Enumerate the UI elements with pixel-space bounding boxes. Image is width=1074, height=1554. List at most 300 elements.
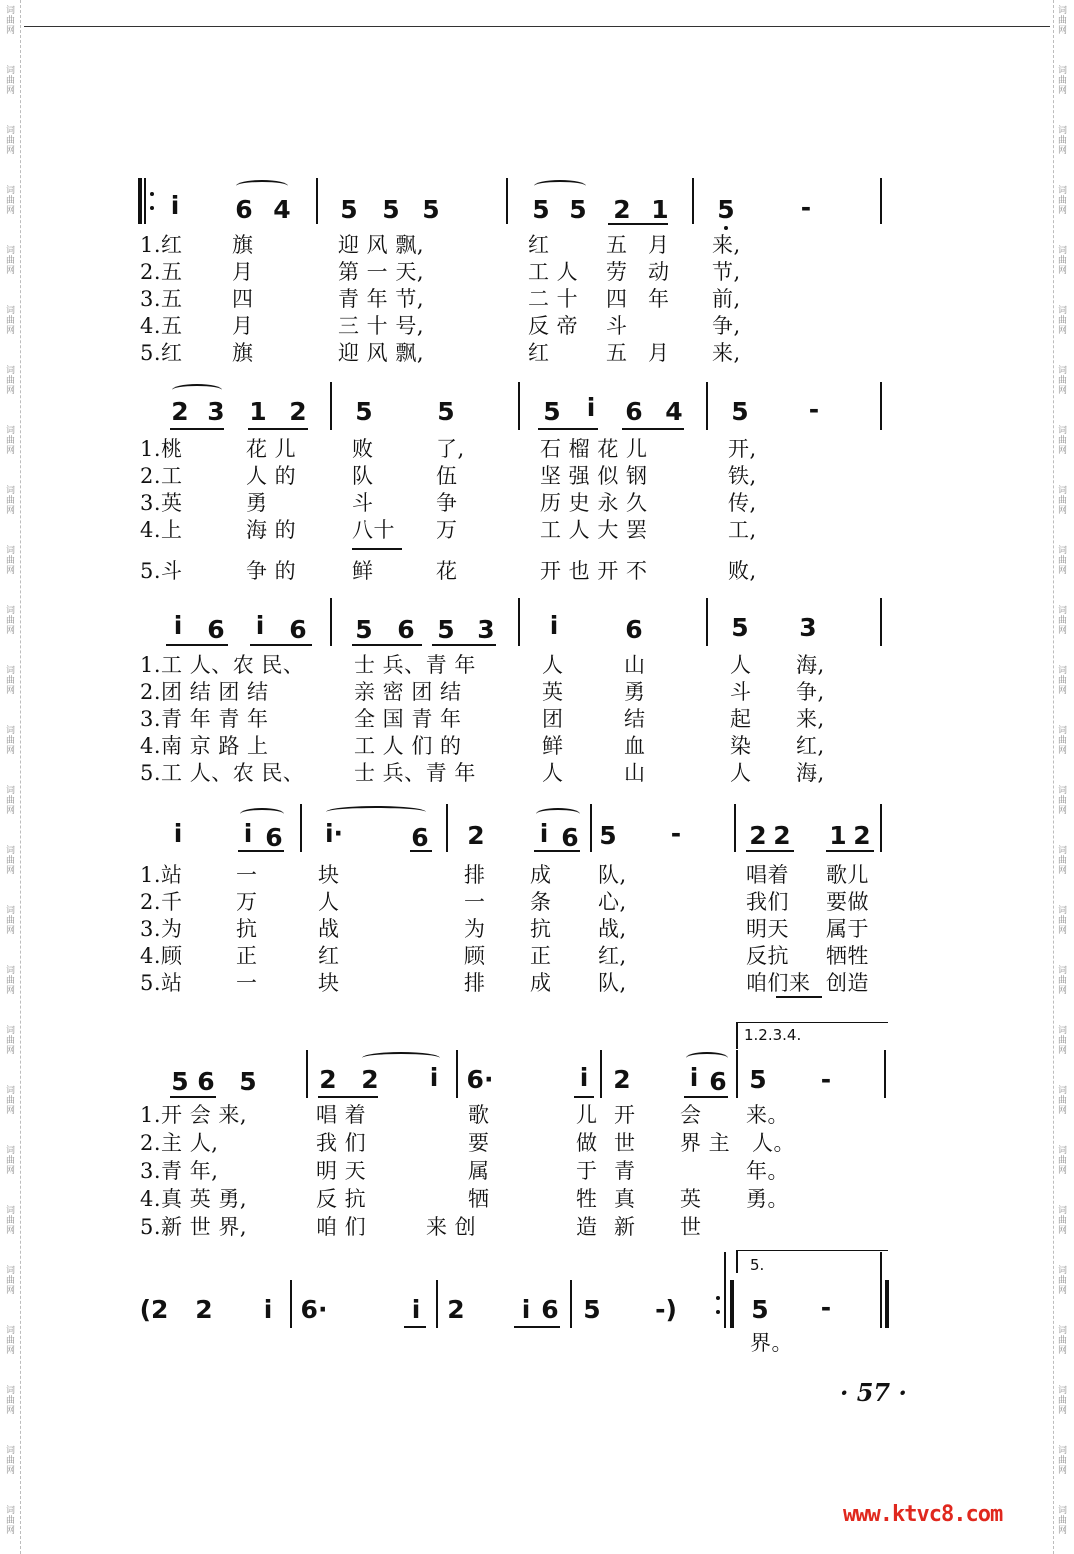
- lyric-verse-4: 4.上: [140, 518, 183, 542]
- lyric: 争 的: [246, 559, 297, 583]
- lyric: 一: [236, 863, 258, 887]
- lyric: 斗: [352, 491, 374, 515]
- lyric: 月: [232, 314, 254, 338]
- note: 5: [171, 1067, 189, 1096]
- watermark-text: 词曲网: [5, 786, 15, 816]
- lyric: 万: [436, 518, 458, 542]
- watermark-text: 词曲网: [1057, 1206, 1067, 1236]
- lyric: 排: [464, 863, 486, 887]
- watermark-text: 词曲网: [1057, 1146, 1067, 1176]
- beam-underline: [514, 1326, 560, 1328]
- watermark-text: 词曲网: [5, 6, 15, 36]
- lyric: 顾: [464, 944, 486, 968]
- lyric: 铁,: [728, 464, 757, 488]
- page-top-rule: [24, 26, 1050, 27]
- lyric-verse-1: 1.工 人、农 民、: [140, 653, 305, 677]
- beam-underline: [170, 1096, 216, 1098]
- note: 6: [289, 615, 307, 644]
- beam-underline: [538, 428, 598, 430]
- note: 2: [319, 1065, 337, 1094]
- lyric: 劳: [606, 260, 628, 284]
- watermark-text: 词曲网: [5, 1026, 15, 1056]
- note: 2: [447, 1295, 465, 1324]
- note: 6: [561, 823, 579, 852]
- lyric-verse-4: 4.南 京 路 上: [140, 734, 269, 758]
- lyric: 工 人: [528, 260, 579, 284]
- lyric-verse-1: 1.站: [140, 863, 183, 887]
- lyric: 节,: [712, 260, 741, 284]
- watermark-text: 词曲网: [1057, 1386, 1067, 1416]
- note: 5: [422, 195, 440, 224]
- note: 6: [235, 195, 253, 224]
- barline: [706, 382, 708, 430]
- beam-underline: [826, 850, 874, 852]
- lyric: 歌儿: [826, 863, 869, 887]
- note: 5: [239, 1067, 257, 1096]
- lyric: 战: [318, 917, 340, 941]
- barline: [290, 1280, 292, 1328]
- note: -: [808, 395, 820, 424]
- beam-underline: [166, 644, 228, 646]
- lyric: 人: [542, 653, 564, 677]
- barline: [518, 382, 520, 430]
- lyric: 块: [318, 863, 340, 887]
- lyric: 了,: [436, 437, 465, 461]
- note: 5: [437, 615, 455, 644]
- barline: [316, 178, 318, 224]
- lyric-verse-3: 3.青 年,: [140, 1159, 219, 1183]
- note: 6·: [466, 1065, 494, 1094]
- lyric: 亲 密 团 结: [354, 680, 462, 704]
- lyric-verse-5: 5.新 世 界,: [140, 1215, 248, 1239]
- lyric: 花 儿: [246, 437, 297, 461]
- note: 2: [853, 821, 871, 850]
- lyric: 为: [464, 917, 486, 941]
- note: 5: [731, 613, 749, 642]
- lyric: 人: [318, 890, 340, 914]
- lyric: 造: [576, 1215, 598, 1239]
- lyric: 八十: [352, 518, 395, 542]
- lyric: 人: [542, 761, 564, 785]
- lyric: 青: [614, 1159, 636, 1183]
- barline: [456, 1050, 458, 1098]
- beam-underline: [170, 428, 224, 430]
- lyric: 传,: [728, 491, 757, 515]
- lyric: 海 的: [246, 518, 297, 542]
- lyric: 来。: [746, 1103, 789, 1127]
- lyric: 团: [542, 707, 564, 731]
- barline: [880, 804, 882, 852]
- lyric: 五: [606, 233, 628, 257]
- lyric: 勇。: [746, 1187, 789, 1211]
- note: 5: [751, 1295, 769, 1324]
- barline: [330, 382, 332, 430]
- lyric: 排: [464, 971, 486, 995]
- watermark-text: 词曲网: [1057, 66, 1067, 96]
- note: 5: [599, 821, 617, 850]
- lyric-verse-2: 2.主 人,: [140, 1131, 219, 1155]
- note: -: [820, 1065, 832, 1094]
- lyric-underline: [352, 548, 402, 550]
- lyric-verse-2: 2.五: [140, 260, 183, 284]
- note: -: [820, 1293, 832, 1322]
- lyric: 成: [530, 863, 552, 887]
- lyric: 来 创: [426, 1215, 477, 1239]
- lyric-verse-3: 3.五: [140, 287, 183, 311]
- lyric: 抗: [530, 917, 552, 941]
- note: -: [800, 193, 812, 222]
- note: 5: [583, 1295, 601, 1324]
- repeat-dot: [150, 206, 154, 210]
- watermark-text: 词曲网: [1057, 486, 1067, 516]
- lyric-verse-5: 5.斗: [140, 559, 183, 583]
- lyric: 一: [464, 890, 486, 914]
- note: i: [411, 1295, 421, 1324]
- lyric: 心,: [598, 890, 627, 914]
- note: 5: [749, 1065, 767, 1094]
- watermark-text: 词曲网: [1057, 846, 1067, 876]
- watermark-text: 词曲网: [1057, 1086, 1067, 1116]
- repeat-start-barline: [138, 178, 142, 224]
- note: 5: [437, 397, 455, 426]
- lyric: 鲜: [352, 559, 374, 583]
- lyric: 血: [624, 734, 646, 758]
- watermark-text: 词曲网: [1057, 6, 1067, 36]
- watermark-text: 词曲网: [1057, 1026, 1067, 1056]
- lyric: 红: [528, 341, 550, 365]
- left-watermark-strip: [2, 0, 21, 1554]
- lyric: 花: [436, 559, 458, 583]
- lyric: 会: [680, 1103, 702, 1127]
- note: 5: [731, 397, 749, 426]
- watermark-text: 词曲网: [5, 1206, 15, 1236]
- lyric: 海,: [796, 653, 825, 677]
- lyric: 新: [614, 1215, 636, 1239]
- watermark-text: 词曲网: [1057, 1326, 1067, 1356]
- lyric: 明天: [746, 917, 789, 941]
- lyric: 前,: [712, 287, 741, 311]
- lyric: 来,: [712, 233, 741, 257]
- watermark-text: 词曲网: [1057, 426, 1067, 456]
- page-number: · 57 ·: [840, 1378, 907, 1407]
- barline: [518, 598, 520, 646]
- lyric: 要: [468, 1131, 490, 1155]
- barline: [884, 1050, 886, 1098]
- lyric: 起: [730, 707, 752, 731]
- watermark-text: 词曲网: [5, 1266, 15, 1296]
- watermark-text: 词曲网: [1057, 726, 1067, 756]
- note: i: [539, 819, 549, 848]
- lyric-verse-3: 3.英: [140, 491, 183, 515]
- barline: [590, 804, 592, 852]
- lyric: 争,: [712, 314, 741, 338]
- lyric: 迎 风 飘,: [338, 233, 425, 257]
- lyric: 士 兵、青 年: [354, 761, 476, 785]
- watermark-text: 词曲网: [1057, 1506, 1067, 1536]
- lyric: 明 天: [316, 1159, 367, 1183]
- note: i: [586, 393, 596, 422]
- lyric: 鲜: [542, 734, 564, 758]
- lyric: 一: [236, 971, 258, 995]
- beam-underline: [352, 644, 422, 646]
- note: 2: [171, 397, 189, 426]
- repeat-end-barline: [730, 1280, 734, 1328]
- lyric: 全 国 青 年: [354, 707, 462, 731]
- note: 6: [411, 823, 429, 852]
- lyric: 来,: [796, 707, 825, 731]
- lyric: 旗: [232, 341, 254, 365]
- note: 6: [541, 1295, 559, 1324]
- lyric: 英: [680, 1187, 702, 1211]
- lyric: 五: [606, 341, 628, 365]
- note: 5: [355, 615, 373, 644]
- watermark-text: 词曲网: [5, 726, 15, 756]
- lyric: 人。: [752, 1131, 795, 1155]
- lyric-verse-5: 5.站: [140, 971, 183, 995]
- note: i: [429, 1063, 439, 1092]
- lyric: 红,: [598, 944, 627, 968]
- watermark-text: 词曲网: [1057, 966, 1067, 996]
- lyric: 世: [614, 1131, 636, 1155]
- watermark-text: 词曲网: [5, 246, 15, 276]
- lyric: 反 抗: [316, 1187, 367, 1211]
- lyric: 反 帝: [528, 314, 579, 338]
- beam-underline: [574, 1096, 594, 1098]
- site-watermark: www.ktvc8.com: [843, 1502, 1003, 1527]
- lyric: 山: [624, 653, 646, 677]
- lyric: 斗: [606, 314, 628, 338]
- lyric: 红,: [796, 734, 825, 758]
- lyric: 败: [352, 437, 374, 461]
- note: -: [670, 819, 682, 848]
- note: 5: [543, 397, 561, 426]
- lyric: 开: [614, 1103, 636, 1127]
- slur: [534, 180, 586, 192]
- note: i: [263, 1295, 273, 1324]
- note: 6·: [300, 1295, 328, 1324]
- watermark-text: 词曲网: [5, 1326, 15, 1356]
- lyric: 青 年 节,: [338, 287, 425, 311]
- lyric: 成: [530, 971, 552, 995]
- note: 5: [717, 195, 735, 224]
- note: 2: [773, 821, 791, 850]
- lyric: 开 也 开 不: [540, 559, 648, 583]
- lyric: 牲: [576, 1187, 598, 1211]
- lyric: 旗: [232, 233, 254, 257]
- note: 2: [613, 1065, 631, 1094]
- lyric-verse-2: 2.千: [140, 890, 183, 914]
- lyric: 块: [318, 971, 340, 995]
- watermark-text: 词曲网: [5, 1506, 15, 1536]
- watermark-text: 词曲网: [5, 846, 15, 876]
- watermark-text: 词曲网: [5, 606, 15, 636]
- barline: [880, 178, 882, 224]
- watermark-text: 词曲网: [5, 66, 15, 96]
- lyric: 工 人 大 罢: [540, 518, 648, 542]
- note: 1: [829, 821, 847, 850]
- lyric-verse-1: 1.桃: [140, 437, 183, 461]
- note: 6: [625, 397, 643, 426]
- note: (2: [139, 1295, 169, 1324]
- lyric: 唱着: [746, 863, 789, 887]
- lyric: 工 人 们 的: [354, 734, 462, 758]
- lyric: 山: [624, 761, 646, 785]
- watermark-text: 词曲网: [5, 966, 15, 996]
- watermark-text: 词曲网: [5, 126, 15, 156]
- barline: [570, 1280, 572, 1328]
- lyric: 动: [648, 260, 670, 284]
- slur: [172, 384, 222, 396]
- watermark-text: 词曲网: [1057, 126, 1067, 156]
- lyric: 争,: [796, 680, 825, 704]
- watermark-text: 词曲网: [5, 366, 15, 396]
- lyric: 队,: [598, 863, 627, 887]
- watermark-text: 词曲网: [5, 1146, 15, 1176]
- watermark-text: 词曲网: [5, 666, 15, 696]
- lyric: 石 榴 花 儿: [540, 437, 648, 461]
- note: 4: [273, 195, 291, 224]
- barline: [724, 1252, 726, 1328]
- beam-underline: [318, 1096, 378, 1098]
- note: 6: [207, 615, 225, 644]
- note: i: [255, 611, 265, 640]
- lyric-verse-4: 4.五: [140, 314, 183, 338]
- lyric: 工,: [728, 518, 757, 542]
- watermark-text: 词曲网: [1057, 606, 1067, 636]
- note: 6: [265, 823, 283, 852]
- note: i: [170, 191, 180, 220]
- watermark-text: 词曲网: [1057, 546, 1067, 576]
- lyric: 牺: [468, 1187, 490, 1211]
- watermark-text: 词曲网: [1057, 906, 1067, 936]
- lyric: 抗: [236, 917, 258, 941]
- note: i·: [324, 819, 344, 848]
- lyric: 坚 强 似 钢: [540, 464, 648, 488]
- lyric: 月: [648, 341, 670, 365]
- barline: [880, 598, 882, 646]
- note: 5: [569, 195, 587, 224]
- watermark-text: 词曲网: [5, 426, 15, 456]
- lyric: 染: [730, 734, 752, 758]
- lyric: 士 兵、青 年: [354, 653, 476, 677]
- lyric: 人: [730, 653, 752, 677]
- watermark-text: 词曲网: [5, 306, 15, 336]
- repeat-dot: [150, 192, 154, 196]
- lyric: 属: [468, 1159, 490, 1183]
- watermark-text: 词曲网: [5, 486, 15, 516]
- watermark-text: 词曲网: [5, 546, 15, 576]
- lyric: 反抗: [746, 944, 789, 968]
- lyric: 牺牲: [826, 944, 869, 968]
- note: 2: [289, 397, 307, 426]
- beam-underline: [248, 428, 308, 430]
- watermark-text: 词曲网: [1057, 306, 1067, 336]
- note: 3: [477, 615, 495, 644]
- note: i: [579, 1063, 589, 1092]
- lyric: 三 十 号,: [338, 314, 425, 338]
- lyric: 红: [528, 233, 550, 257]
- lyric: 人 的: [246, 464, 297, 488]
- lyric: 勇: [624, 680, 646, 704]
- lyric-verse-4: 4.顾: [140, 944, 183, 968]
- note: 1: [249, 397, 267, 426]
- barline: [436, 1280, 438, 1328]
- lyric-verse-3: 3.为: [140, 917, 183, 941]
- lyric: 败,: [728, 559, 757, 583]
- lyric: 世: [680, 1215, 702, 1239]
- slur: [326, 806, 426, 818]
- beam-underline: [404, 1326, 426, 1328]
- lyric-verse-2: 2.团 结 团 结: [140, 680, 269, 704]
- lyric: 英: [542, 680, 564, 704]
- beam-underline: [622, 428, 684, 430]
- watermark-text: 词曲网: [1057, 246, 1067, 276]
- note: i: [521, 1295, 531, 1324]
- watermark-text: 词曲网: [1057, 1266, 1067, 1296]
- note: i: [173, 819, 183, 848]
- barline: [330, 598, 332, 646]
- lyric: 歌: [468, 1103, 490, 1127]
- note: 2: [613, 195, 631, 224]
- note: 3: [799, 613, 817, 642]
- watermark-text: 词曲网: [1057, 1446, 1067, 1476]
- lyric-verse-5: 5.工 人、农 民、: [140, 761, 305, 785]
- lyric: 迎 风 飘,: [338, 341, 425, 365]
- barline: [300, 804, 302, 852]
- lyric: 正: [236, 944, 258, 968]
- lyric-verse-5: 5.红: [140, 341, 183, 365]
- beam-underline: [684, 1096, 728, 1098]
- watermark-text: 词曲网: [5, 1386, 15, 1416]
- note: 2: [467, 821, 485, 850]
- lyric-verse-4: 4.真 英 勇,: [140, 1187, 248, 1211]
- lyric: 结: [624, 707, 646, 731]
- lyric-verse-3: 3.青 年 青 年: [140, 707, 269, 731]
- lyric: 做: [576, 1131, 598, 1155]
- lyric: 争: [436, 491, 458, 515]
- lyric-underline: [776, 996, 822, 998]
- lyric-final: 界。: [750, 1331, 793, 1355]
- lyric: 二 十: [528, 287, 579, 311]
- lyric: 儿: [576, 1103, 598, 1127]
- lyric: 界 主: [680, 1131, 731, 1155]
- lyric: 月: [232, 260, 254, 284]
- note: 1: [651, 195, 669, 224]
- watermark-text: 词曲网: [1057, 666, 1067, 696]
- lyric: 正: [530, 944, 552, 968]
- final-barline: [880, 1252, 882, 1328]
- lyric: 四: [606, 287, 628, 311]
- barline: [446, 804, 448, 852]
- lyric: 唱 着: [316, 1103, 367, 1127]
- lyric: 四: [232, 287, 254, 311]
- lyric: 来,: [712, 341, 741, 365]
- note: 5: [355, 397, 373, 426]
- watermark-text: 词曲网: [1057, 786, 1067, 816]
- repeat-dot: [716, 1310, 720, 1314]
- watermark-text: 词曲网: [5, 1446, 15, 1476]
- lyric: 咱们来: [746, 971, 811, 995]
- watermark-text: 词曲网: [1057, 366, 1067, 396]
- barline: [880, 382, 882, 430]
- final-barline-thick: [885, 1280, 889, 1328]
- watermark-text: 词曲网: [5, 1086, 15, 1116]
- note: i: [173, 611, 183, 640]
- note: 2: [195, 1295, 213, 1324]
- lyric: 条: [530, 890, 552, 914]
- lyric: 红: [318, 944, 340, 968]
- lyric: 第 一 天,: [338, 260, 425, 284]
